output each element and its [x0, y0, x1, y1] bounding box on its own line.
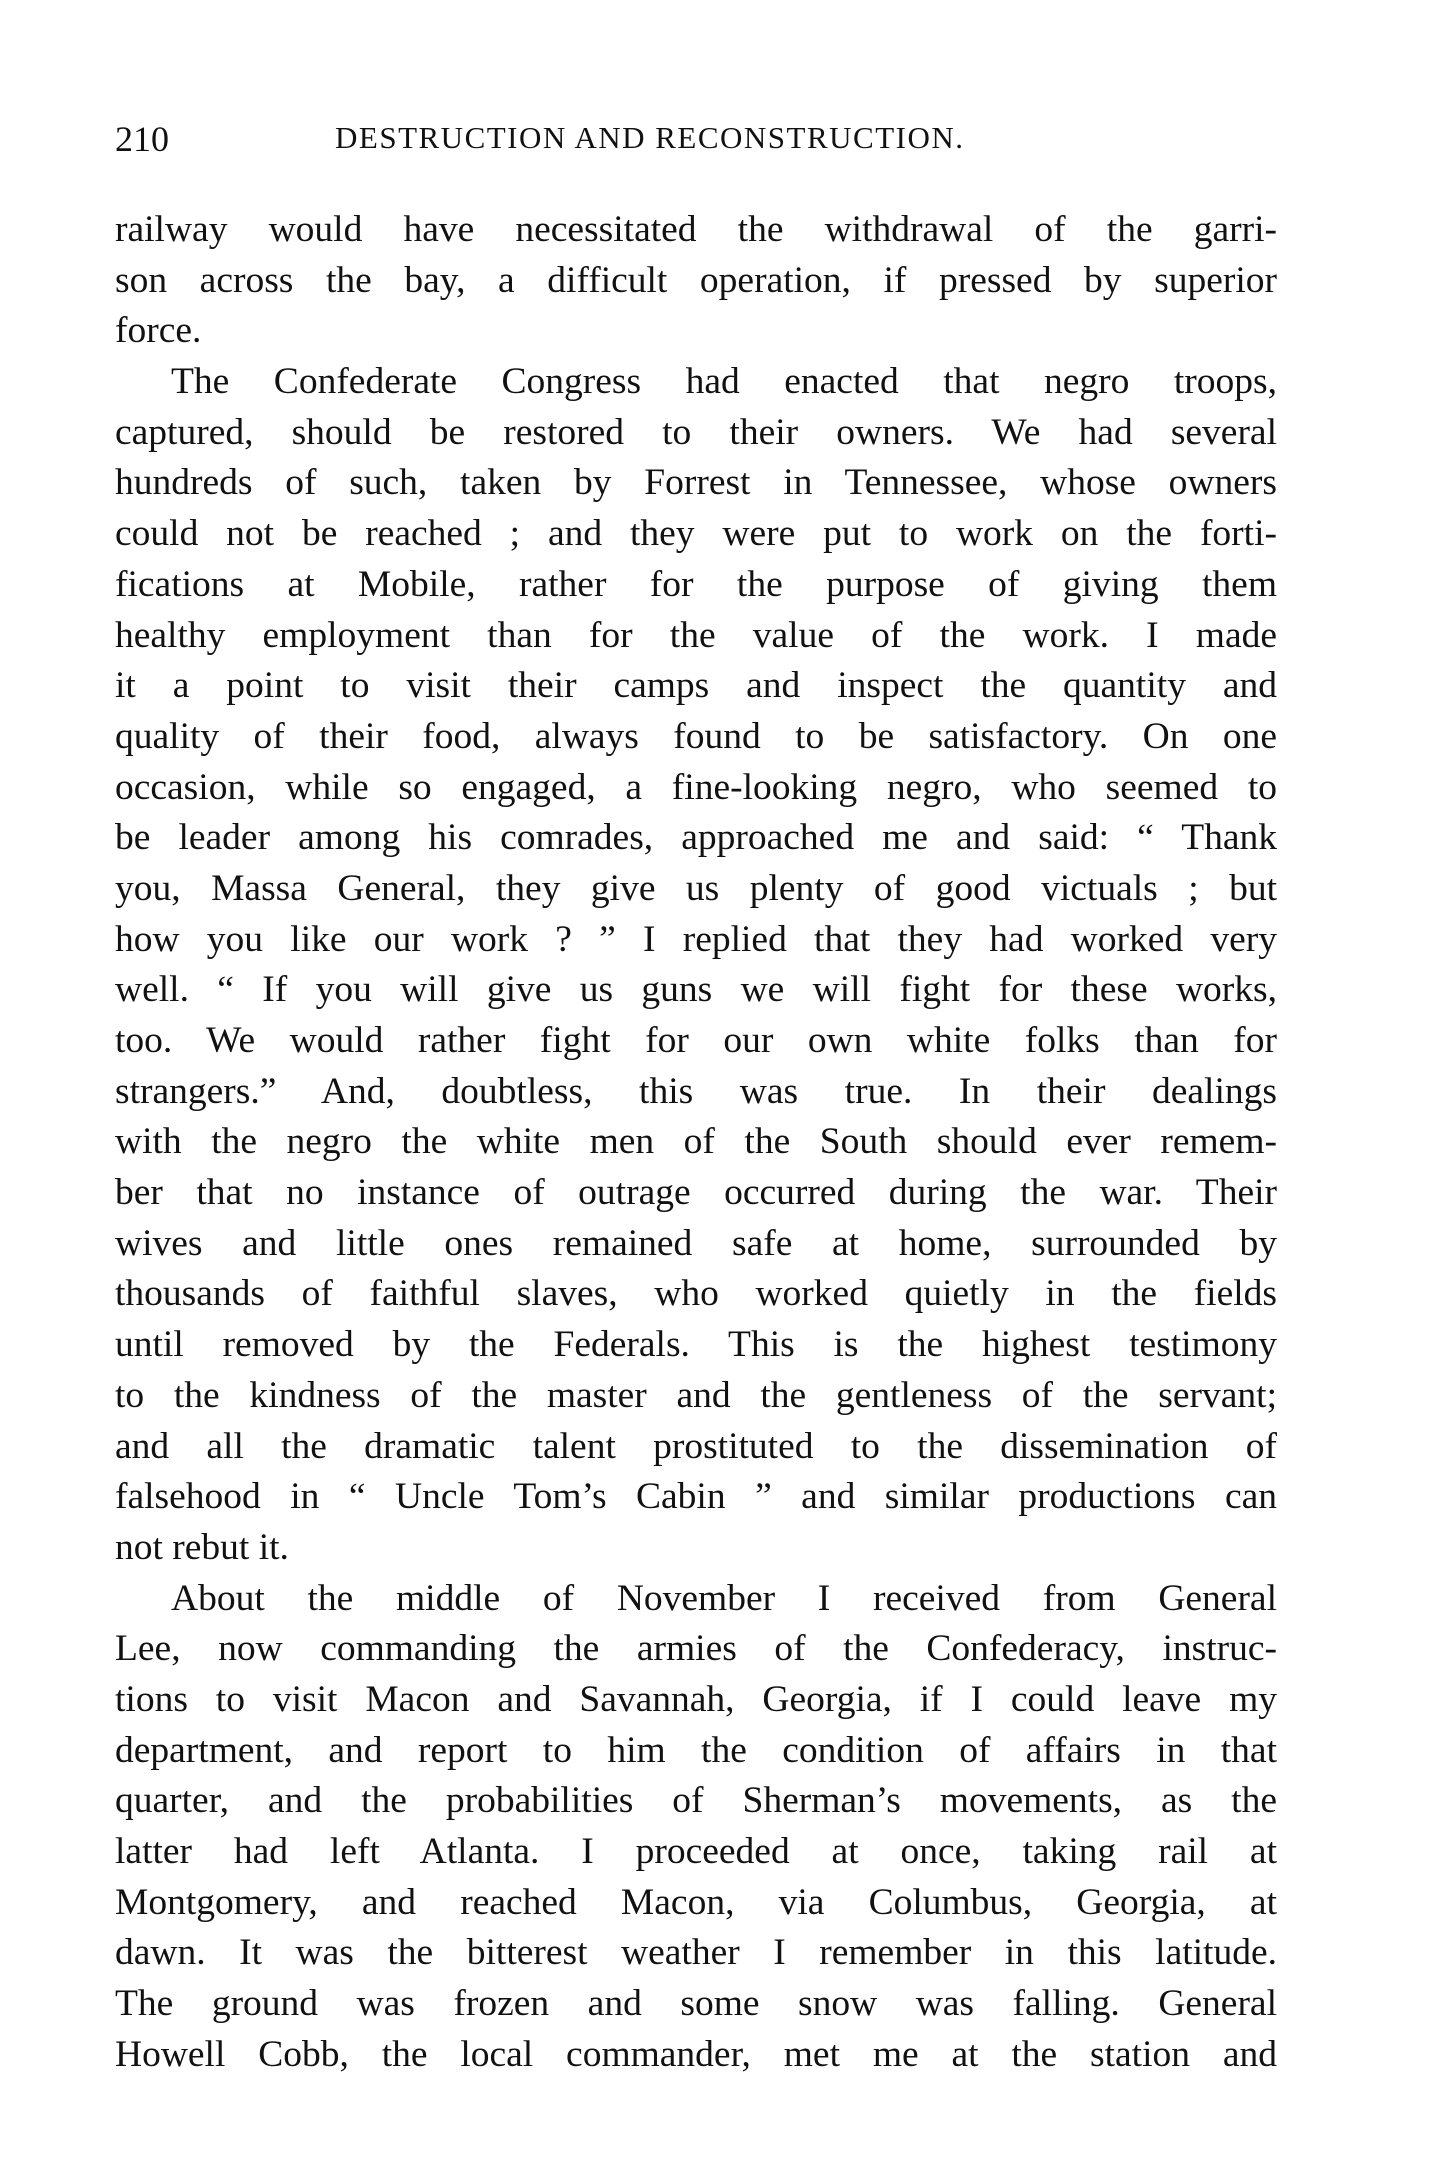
text-line: quality of their food, always found to be satisfactory. On one — [115, 715, 1277, 757]
text-line: tions to visit Macon and Savannah, Georgia, if I could leave my — [115, 1678, 1277, 1720]
text-line: it a point to visit their camps and inspect the quantity and — [115, 665, 1277, 707]
text-line: ber that no instance of outrage occurred during the war. Their — [115, 1172, 1277, 1214]
text-line: About the middle of November I received from General — [171, 1577, 1277, 1619]
text-line: Howell Cobb, the local commander, met me at the station and — [115, 2033, 1277, 2075]
text-line: you, Massa General, they give us plenty of good victuals ; but — [115, 867, 1277, 909]
text-line: department, and report to him the condition of affairs in that — [115, 1729, 1277, 1771]
text-line: railway would have necessitated the withdrawal of the garri- — [115, 209, 1277, 250]
body-text — [115, 205, 1277, 2080]
text-line: healthy employment than for the value of the work. I made — [115, 614, 1277, 656]
text-line: not rebut it. — [115, 1526, 289, 1568]
text-line: quarter, and the probabilities of Sherman’s movements, as the — [115, 1780, 1277, 1822]
text-line: thousands of faithful slaves, who worked quietly in the fields — [115, 1273, 1277, 1315]
text-line: and all the dramatic talent prostituted to the dissemination of — [115, 1425, 1277, 1467]
text-line: The ground was frozen and some snow was falling. General — [115, 1983, 1277, 2025]
running-title: DESTRUCTION AND RECONSTRUCTION. — [335, 120, 965, 155]
text-line: hundreds of such, taken by Forrest in Tennessee, whose owners — [115, 462, 1277, 504]
text-line: captured, should be restored to their owners. We had several — [115, 411, 1277, 453]
text-line: could not be reached ; and they were put to work on the forti- — [115, 513, 1277, 555]
text-line: too. We would rather fight for our own white folks than for — [115, 1020, 1277, 1061]
text-line: until removed by the Federals. This is the highest testimony — [115, 1324, 1277, 1366]
page-number: 210 — [115, 119, 169, 159]
text-line: how you like our work ? ” I replied that they had worked very — [115, 918, 1277, 960]
text-line: force. — [115, 310, 202, 352]
text-line: with the negro the white men of the South should ever remem- — [115, 1121, 1277, 1163]
text-line: fications at Mobile, rather for the purpose of giving them — [115, 563, 1277, 605]
text-line: to the kindness of the master and the gentleness of the servant; — [115, 1374, 1277, 1416]
text-line: The Confederate Congress had enacted that negro troops, — [171, 361, 1277, 403]
text-line: latter had left Atlanta. I proceeded at once, taking rail at — [115, 1831, 1277, 1872]
text-line: Lee, now commanding the armies of the Confederacy, instruc- — [115, 1628, 1277, 1670]
text-line: son across the bay, a difficult operation, if pressed by superior — [115, 259, 1277, 301]
text-line: well. “ If you will give us guns we will fight for these works, — [115, 969, 1277, 1011]
text-line: dawn. It was the bitterest weather I remember in this latitude. — [115, 1932, 1277, 1974]
text-line: occasion, while so engaged, a fine-looking negro, who seemed to — [115, 766, 1277, 808]
text-line: falsehood in “ Uncle Tom’s Cabin ” and similar productions can — [115, 1476, 1277, 1518]
text-line: Montgomery, and reached Macon, via Columbus, Georgia, at — [115, 1881, 1277, 1923]
page-header — [115, 118, 1277, 162]
text-line: be leader among his comrades, approached me and said: “ Thank — [115, 817, 1277, 859]
text-line: strangers.” And, doubtless, this was true. In their dealings — [115, 1070, 1277, 1112]
text-line: wives and little ones remained safe at home, surrounded by — [115, 1222, 1277, 1264]
